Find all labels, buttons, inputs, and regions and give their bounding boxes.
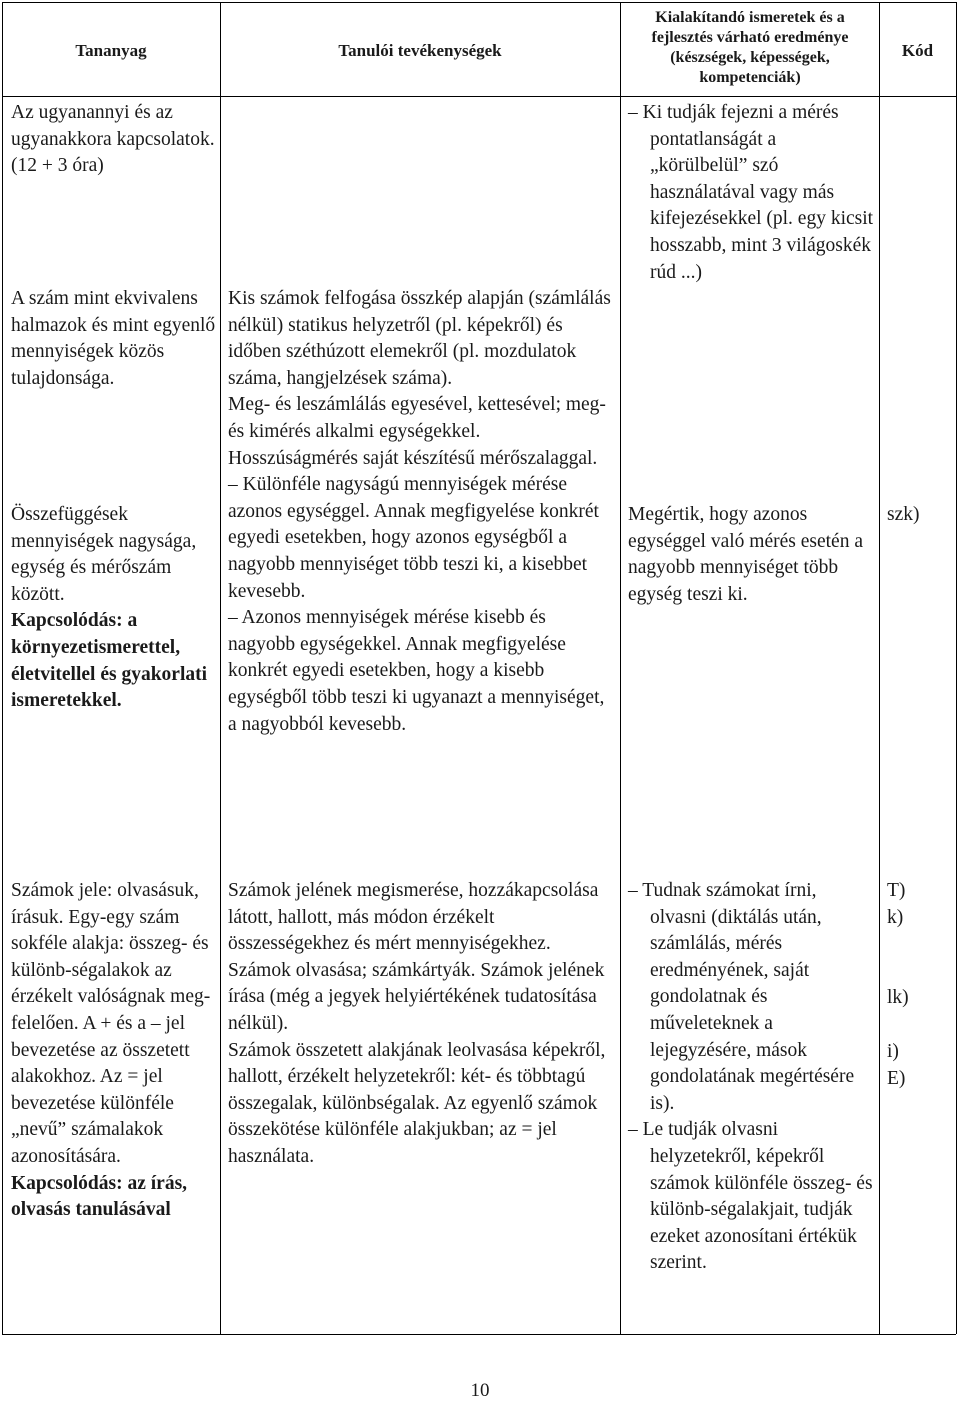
- col3-outcome-egyseg: [628, 502, 874, 608]
- header-kialakitando-ismeretek: Kialakítandó ismeretek és a fejlesztés várható eredménye (készségek, képességek, kompetenciák): [651, 9, 849, 86]
- col2-block1: Kis számok felfogása összkép alapján (számlálás nélkül) statikus helyzetről (pl. képekről) és időben széthúzott elemekről (pl. mozdulatok száma, hangjelzések száma).: [228, 288, 611, 389]
- col1-section1-text: Az ugyanannyi és az ugyanakkora kapcsolatok. (12 + 3 óra): [11, 102, 215, 177]
- col2-block6: Számok jelének megismerése, hozzákapcsolása látott, hallott, más módon érzékelt összességekhez és mért mennyiségekhez. Számok olvasása; számkártyák. Számok jelének írása (még a jegyek helyiértékének tudatosítása nélkül).: [228, 880, 605, 1034]
- col1-section2-text: A szám mint ekvivalens halmazok és mint egyenlő mennyiségek közös tulajdonsága.: [11, 288, 216, 389]
- col2-block4: – Különféle nagyságú mennyiségek mérése azonos egységgel. Annak megfigyelése konkrét egyedi esetekben, hogy azonos egységből a nagyobb mennyiséget több teszi ki, a kisebbet kevesebb.: [228, 474, 599, 602]
- col1-section-osszefuggesek: [11, 502, 216, 715]
- header-kod: Kód: [901, 41, 934, 60]
- col2-activities-block-a: [228, 286, 616, 738]
- col4-code-lk: lk): [887, 987, 909, 1008]
- col3-block3: – Tudnak számokat írni, olvasni (diktálás után, számlálás, mérés eredményének, saját gondolatnak és műveleteknek a lejegyzésére, mások gondolatának megértésére is).: [628, 880, 855, 1114]
- col1-right-rule: [220, 2, 221, 1334]
- col2-block3: Hosszúságmérés saját készítésű mérőszalaggal.: [228, 447, 598, 469]
- col1-section3-link: Kapcsolódás: a környezetismerettel, életvitellel és gyakorlati ismeretekkel.: [11, 610, 208, 712]
- col3-outcome-szamok: [628, 878, 874, 1277]
- col2-activities-block-b: [228, 878, 616, 1171]
- table-right-rule: [956, 2, 957, 1334]
- curriculum-table: [2, 2, 958, 1336]
- header-tananyag: Tananyag: [75, 41, 147, 60]
- col3-block2: Megértik, hogy azonos egységgel való mérés esetén a nagyobb mennyiséget több egység teszi ki.: [628, 504, 863, 605]
- header-tanuloi-tevekenysegek: Tanulói tevékenységek: [338, 41, 502, 60]
- col2-block5: – Azonos mennyiségek mérése kisebb és nagyobb egységekkel. Annak megfigyelése konkrét egyedi esetekben, hogy a kisebb egységből több teszi ki ugyanazt a mennyiséget, a nagyobból kevesebb.: [228, 607, 605, 735]
- col4-code-szk: szk): [887, 504, 920, 525]
- col4-code-k: k): [887, 907, 904, 928]
- col2-block2: Meg- és leszámlálás egyesével, kettesével; meg- és kimérés alkalmi egységekkel.: [228, 394, 606, 442]
- col1-section4-link: Kapcsolódás: az írás, olvasás tanulásával: [11, 1172, 188, 1221]
- col2-block7: Számok összetett alakjának leolvasása képekről, hallott, érzékelt helyzetekről: két- és többtagú összegalak, különbségalak. Az egyenlő számok összekötése különféle alakjukban; az = jel használata.: [228, 1039, 606, 1167]
- table-left-rule: [2, 2, 3, 1334]
- header-bottom-rule: [2, 96, 956, 97]
- col1-section-ugyanannyi: [11, 100, 216, 180]
- table-bottom-rule: [2, 1334, 956, 1335]
- col1-section-szam-mint: [11, 286, 216, 392]
- col2-right-rule: [620, 2, 621, 1334]
- col4-code-E: E): [887, 1068, 906, 1089]
- col4-code-T: T): [887, 880, 906, 901]
- col3-block4: – Le tudják olvasni helyzetekről, képekről számok különféle összeg- és különb-ségalakjait, tudják ezeket azonosítani értékük szerint.: [628, 1119, 873, 1274]
- page-number: 10: [470, 1380, 490, 1401]
- col1-section4-text: Számok jele: olvasásuk, írásuk. Egy-egy szám sokféle alakja: összeg- és különb-ségalakok az érzékelt valóságnak meg-felelően. A + és a – jel bevezetése az összetett alakokhoz. Az = jel bevezetése különféle „nevű” számalakok azonosítására.: [11, 880, 211, 1167]
- col1-section3-text: Összefüggések mennyiségek nagysága, egység és mérőszám között.: [11, 504, 197, 605]
- table-top-rule: [2, 2, 956, 3]
- col1-section-szamok-jele: [11, 878, 216, 1224]
- col4-code-i: i): [887, 1041, 899, 1062]
- col3-outcome-mérés: [628, 100, 874, 286]
- col3-block1: – Ki tudják fejezni a mérés pontatlanságát a „körülbelül” szó használatával vagy más kifejezésekkel (pl. egy kicsit hosszabb, mint 3 világoskék rúd ...): [628, 102, 874, 283]
- col3-right-rule: [879, 2, 880, 1334]
